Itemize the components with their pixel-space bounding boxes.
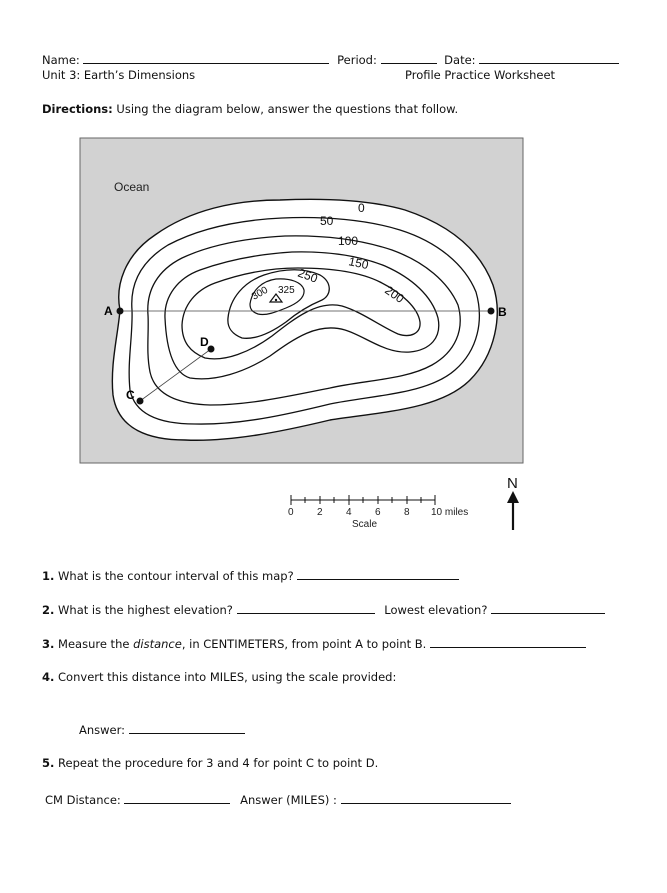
point-b-marker — [488, 308, 495, 315]
answer-1-field[interactable] — [297, 568, 459, 580]
scale-tick-6: 6 — [375, 507, 381, 518]
point-c-marker — [137, 398, 144, 405]
scale-label: Scale — [352, 519, 378, 530]
name-label: Name: — [42, 53, 80, 67]
lowest-elevation-field[interactable] — [491, 602, 605, 614]
contour-label-50: 50 — [320, 214, 334, 228]
answer-miles-field[interactable] — [341, 792, 511, 804]
contour-label-325: 325 — [278, 285, 295, 296]
answer-3-field[interactable] — [430, 636, 586, 648]
point-c-label: C — [126, 388, 135, 402]
answer-5-row — [45, 792, 511, 807]
north-label: N — [507, 475, 518, 492]
question-1-number: 1. — [42, 569, 55, 583]
point-a-marker — [117, 308, 124, 315]
answer-4-row — [79, 722, 245, 737]
question-4-number: 4. — [42, 670, 55, 684]
question-2-text2: Lowest elevation? — [384, 603, 488, 617]
contour-label-100: 100 — [338, 234, 359, 248]
contour-label-150: 150 — [347, 254, 370, 273]
highest-elevation-field[interactable] — [237, 602, 375, 614]
scale-tick-8: 8 — [404, 507, 410, 518]
point-d-label: D — [200, 335, 209, 349]
unit-title: Unit 3: Earth’s Dimensions — [42, 68, 196, 82]
question-2-text: What is the highest elevation? — [58, 603, 233, 617]
question-5-number: 5. — [42, 756, 55, 770]
cm-distance-field[interactable] — [124, 792, 230, 804]
answer-4-field[interactable] — [129, 722, 245, 734]
date-label: Date: — [444, 53, 476, 67]
contour-label-300: 300 — [250, 284, 270, 303]
north-arrow-icon — [507, 491, 519, 530]
question-5 — [42, 756, 378, 770]
question-3-number: 3. — [42, 637, 55, 651]
question-3 — [42, 636, 586, 651]
contour-label-250: 250 — [295, 265, 320, 286]
ocean-label: Ocean — [114, 180, 150, 194]
scale-tick-10: 10 miles — [431, 507, 469, 518]
summit-dot — [275, 299, 277, 301]
answer-miles-label: Answer (MILES) : — [240, 793, 337, 807]
period-label: Period: — [337, 53, 377, 67]
question-2-number: 2. — [42, 603, 55, 617]
point-b-label: B — [498, 305, 507, 319]
question-2 — [42, 602, 605, 617]
question-3-text-pre: Measure the — [58, 637, 134, 651]
scale-tick-0: 0 — [288, 507, 294, 518]
point-a-label: A — [104, 304, 113, 318]
question-1 — [42, 568, 459, 583]
directions-label: Directions: — [42, 102, 113, 116]
question-4-text: Convert this distance into MILES, using the scale provided: — [58, 670, 397, 684]
answer-4-label: Answer: — [79, 723, 126, 737]
scale-bar — [291, 495, 435, 505]
worksheet-title: Profile Practice Worksheet — [405, 68, 556, 82]
question-3-text-em: distance — [133, 637, 182, 651]
question-1-text: What is the contour interval of this map? — [58, 569, 294, 583]
question-5-text: Repeat the procedure for 3 and 4 for point C to point D. — [58, 756, 379, 770]
scale-tick-2: 2 — [317, 507, 323, 518]
scale-tick-4: 4 — [346, 507, 352, 518]
contour-label-200: 200 — [382, 282, 407, 306]
question-3-text-post: , in CENTIMETERS, from point A to point B. — [181, 637, 427, 651]
cm-distance-label: CM Distance: — [45, 793, 121, 807]
question-4 — [42, 670, 396, 684]
contour-label-0: 0 — [358, 201, 365, 215]
directions-text: Using the diagram below, answer the questions that follow. — [116, 102, 459, 116]
